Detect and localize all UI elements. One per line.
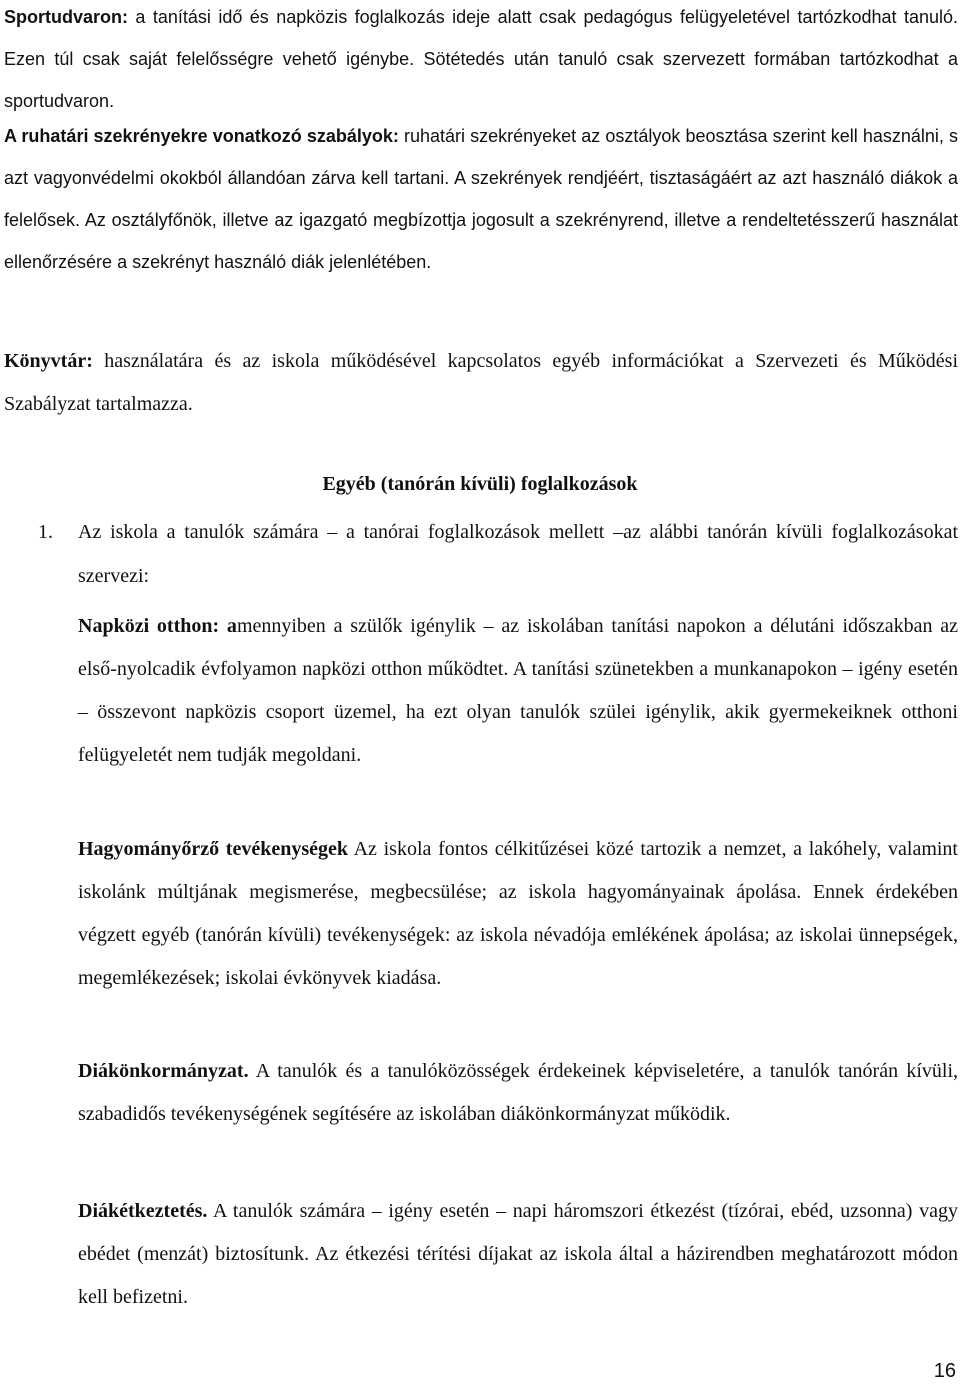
label-diakonkormanyzat: Diákönkormányzat. [78,1060,249,1082]
label-konyvtar: Könyvtár: [4,350,93,372]
text-etkeztetes: A tanulók számára – igény esetén – napi háromszori étkezést (tízórai, ebéd, uzsonna) vagy ebédet (menzát) biztosítunk. Az étkezési térítési díjakat az iskola által a házirendben meghatározott módon kell befizetni. [78,1200,958,1308]
paragraph-etkeztetes [78,1190,958,1319]
paragraph-sportudvar [4,0,958,122]
label-ruhatar: A ruhatári szekrényekre vonatkozó szabályok: [4,126,399,146]
label-etkeztetes: Diákétkeztetés. [78,1200,208,1222]
label-sportudvar: Sportudvaron: [4,7,128,27]
paragraph-napkozi [78,605,958,777]
text-diakonkormanyzat: A tanulók és a tanulóközösségek érdekeinek képviseletére, a tanulók tanórán kívüli, szabadidős tevékenységének segítésére az iskolában diákönkormányzat működik. [78,1060,958,1125]
label-napkozi: Napközi otthon: a [78,615,237,637]
list-number: 1. [38,521,53,543]
text-konyvtar: használatára és az iskola működésével kapcsolatos egyéb információkat a Szervezeti és Működési Szabályzat tartalmazza. [4,350,958,415]
page-number: 16 [933,1360,956,1382]
text-sportudvar: a tanítási idő és napközis foglalkozás ideje alatt csak pedagógus felügyeletével tartózkodhat tanuló. Ezen túl csak saját felelősségre vehető igénybe. Sötétedés után tanuló csak szervezett formában tartózkodhat a sportudvaron. [4,7,958,111]
text-ruhatar: ruhatári szekrényeket az osztályok beosztása szerint kell használni, s azt vagyonvédelmi okokból állandóan zárva kell tartani. A szekrények rendjéért, tisztaságáért az azt használó diákok a felelősek. Az osztályfőnök, illetve az igazgató megbízottja jogosult a szekrényrend, illetve a rendeltetésszerű használat ellenőrzésére a szekrényt használó diák jelenlétében. [4,126,958,272]
list-text: Az iskola a tanulók számára – a tanórai foglalkozások mellett –az alábbi tanórán kívüli foglalkozásokat szervezi: [78,521,958,587]
paragraph-konyvtar [4,340,958,426]
paragraph-ruhatar [4,115,958,283]
section-heading: Egyéb (tanórán kívüli) foglalkozások [322,473,638,495]
text-hagyomany: Az iskola fontos célkitűzései közé tartozik a nemzet, a lakóhely, valamint iskolánk múltjának megismerése, megbecsülése; az iskola hagyományainak ápolása. Ennek érdekében végzett egyéb (tanórán kívüli) tevékenységek: az iskola névadója emlékének ápolása; az iskolai ünnepségek, megemlékezések; iskolai évkönyvek kiadása. [78,838,958,989]
text-napkozi: mennyiben a szülők igénylik – az iskolában tanítási napokon a délutáni időszakban az első-nyolcadik évfolyamon napközi otthon működtet. A tanítási szünetekben a munkanapokon – igény esetén – összevont napközis csoport üzemel, ha ezt olyan tanulók szülei igénylik, akik gyermekeiknek otthoni felügyeletét nem tudják megoldani. [78,615,958,766]
paragraph-diakonkormanyzat [78,1050,958,1136]
paragraph-hagyomany [78,828,958,1000]
label-hagyomany: Hagyományőrző tevékenységek [78,838,348,860]
